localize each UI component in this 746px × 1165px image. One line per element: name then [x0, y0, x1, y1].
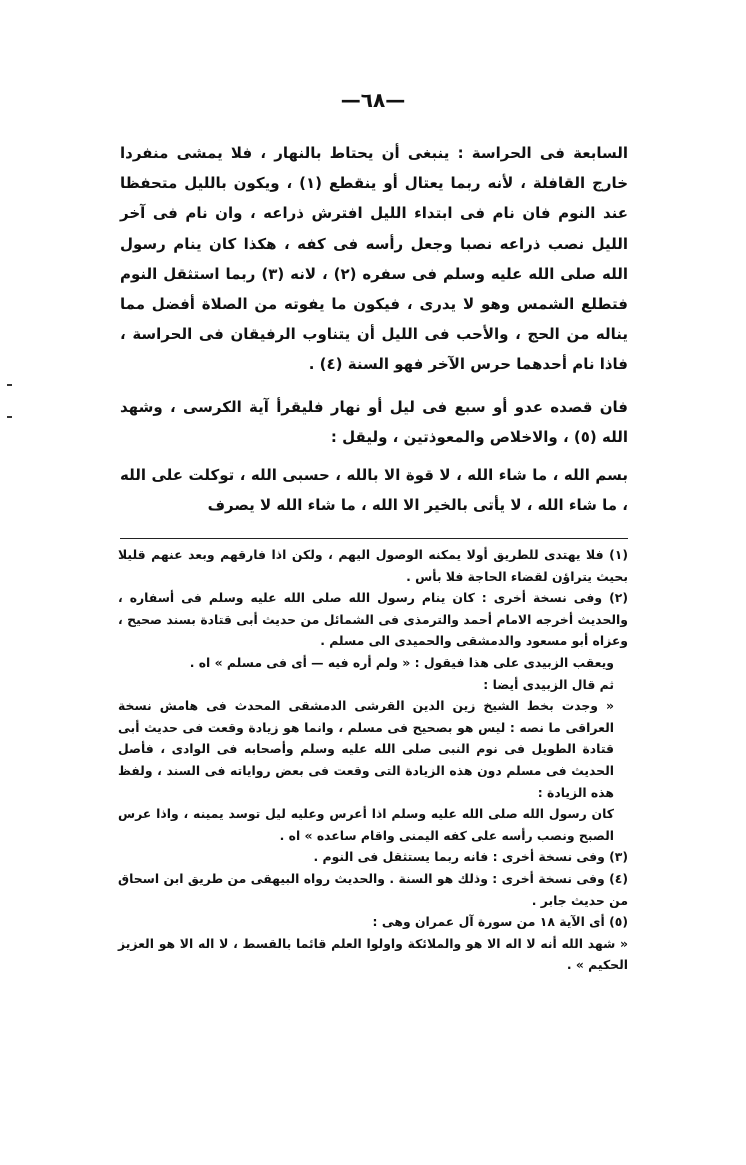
footnote-2-comment: ويعقب الزبيدى على هذا فيقول : « ولم أره فيه — أى فى مسلم » اه . [189, 654, 614, 670]
main-paragraph-guarding [120, 138, 628, 380]
footnote-3: (٣) وفى نسخة أخرى : فانه ربما يستثقل فى النوم . [313, 849, 628, 865]
margin-mark [7, 416, 12, 418]
footnote-2: (٢) وفى نسخة أخرى : كان ينام رسول الله صلى الله عليه وسلم فى أسفاره ، والحديث أخرجه الامام أحمد والترمذى فى الشمائل من حديث أبى قتادة بسند صحيح ، وعزاه أبو مسعود والدمشقى والحميدى الى مسلم . [118, 590, 628, 649]
footnote-2-hadith-text: كان رسول الله صلى الله عليه وسلم اذا أعرس وعليه ليل توسد يمينه ، واذا عرس الصبح ونصب رأسه على كفه اليمنى واقام ساعده » اه . [118, 806, 614, 843]
footnote-divider [120, 538, 628, 539]
footnotes-section [118, 544, 628, 976]
paragraph-text: بسم الله ، ما شاء الله ، لا قوة الا بالله ، حسبى الله ، توكلت على الله ، ما شاء الله ، لا يأتى بالخير الا الله ، ما شاء الله لا يصرف [120, 466, 628, 515]
margin-mark [7, 384, 12, 386]
paragraph-text: السابعة فى الحراسة : ينبغى أن يحتاط بالنهار ، فلا يمشى منفردا خارج القافلة ، لأنه ربما يعتال أو ينقطع (١) ، ويكون بالليل متحفظا عند النوم فان نام فى ابتداء الليل افترش ذراعه ، وان نام فى آخر الليل نصب ذراعه نصبا وجعل رأسه فى كفه ، هكذا كان ينام رسول الله صلى الله عليه وسلم فى سفره (٢) ، لانه (٣) ربما استثقل النوم فتطلع الشمس وهو لا يدرى ، فيكون ما يفوته من الصلاة أفضل مما يناله من الحج ، والأحب فى الليل أن يتناوب الرفيقان فى الحراسة ، فاذا نام أحدهما حرس الآخر فهو السنة (٤) . [120, 144, 629, 374]
footnote-2-continuation: ثم قال الزبيدى أيضا : [483, 676, 614, 692]
footnote-4: (٤) وفى نسخة أخرى : وذلك هو السنة . والحديث رواه البيهقى من طريق ابن اسحاق من حديث جابر . [118, 870, 628, 908]
footnote-5-verse: « شهد الله أنه لا اله الا هو والملائكة واولوا العلم قائما بالقسط ، لا اله الا هو العزيز الحكيم » . [118, 935, 628, 973]
footnote-2-quote: « وجدت بخط الشيخ زين الدين القرشى الدمشقى المحدث فى هامش نسخة العراقى ما نصه : ليس هو بصحيح فى مسلم ، وانما هو زيادة وقعت فى حديث أبى قتادة الطويل فى نوم النبى صلى الله عليه وسلم وأصحابه فى الوادى ، فأصل الحديث فى مسلم دون هذه الزيادة التى وقعت فى بعض رواياته فى السند ، ولفظ هذه الزيادة : [118, 698, 614, 800]
main-paragraph-supplication [120, 460, 628, 520]
paragraph-text: فان قصده عدو أو سبع فى ليل أو نهار فليقرأ آية الكرسى ، وشهد الله (٥) ، والاخلاص والمعوذتين ، وليقل : [120, 398, 628, 447]
footnote-1: (١) فلا يهتدى للطريق أولا يمكنه الوصول اليهم ، ولكن اذا فارقهم وبعد عنهم قليلا بحيث يتراؤن لقضاء الحاجة فلا بأس . [118, 547, 628, 584]
page-number: —٦٨— [340, 88, 406, 112]
footnote-5: (٥) أى الآية ١٨ من سورة آل عمران وهى : [372, 914, 628, 930]
main-paragraph-enemy [120, 392, 628, 452]
